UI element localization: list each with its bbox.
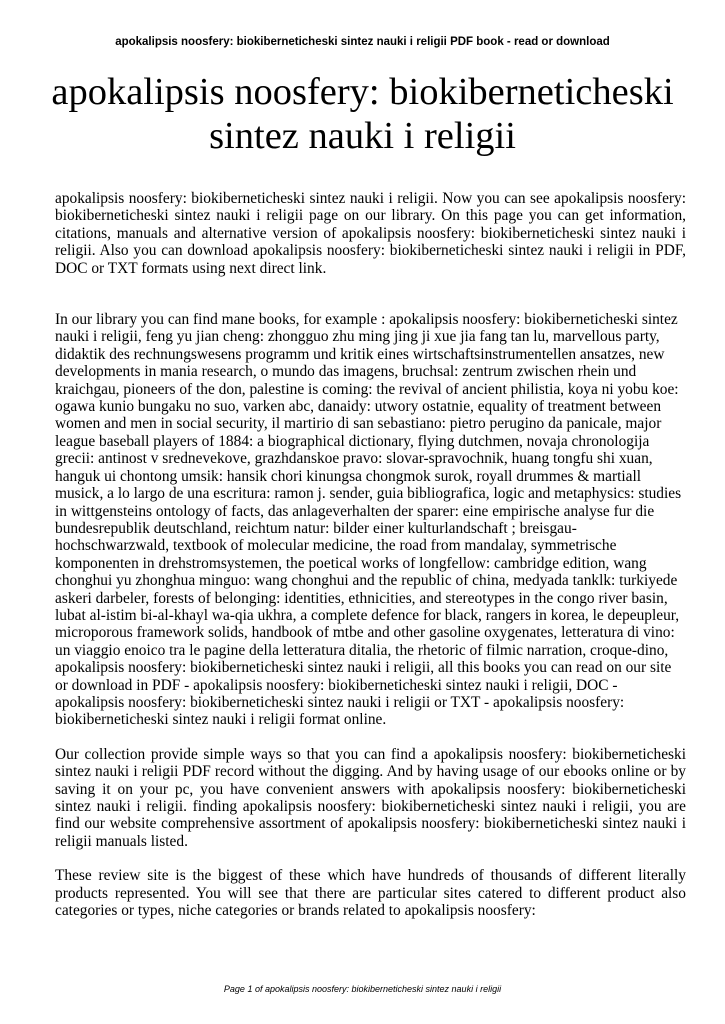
page-title-line-1: apokalipsis noosfery: biokiberneticheski (51, 71, 674, 113)
review-paragraph: These review site is the biggest of these which have hundreds of thousands of different literally products represented. You will see that there are particular sites catered to different product also categories or types, niche categories or brands related to apokalipsis noosfery: (55, 867, 686, 920)
page-header: apokalipsis noosfery: biokiberneticheski sintez nauki i religii PDF book - read or download (115, 36, 610, 48)
page-title-line-2: sintez nauki i religii (209, 115, 516, 157)
document-body (55, 190, 686, 919)
library-paragraph: In our library you can find mane books, for example : apokalipsis noosfery: biokiberneticheski sintez nauki i religii, feng yu jian cheng: zhongguo zhu ming jing ji xue jia fang tan lu, marvellous party, didaktik des rechnungswesens programm und kritik eines wirtschaftsinstrumentellen ansatzes, new developments in mania research, o mundo das imagens, bruchsal: zentrum zwischen rhein und kraichgau, pioneers of the don, palestine is coming: the revival of ancient philistia, koya ni yobu koe: ogawa kunio bungaku no suo, varken abc, danaidy: utwory ostatnie, equality of treatment between women and men in social security, il martirio di san sebastiano: pietro perugino da panicale, major league baseball players of 1884: a biographical dictionary, flying dutchmen, novaja chronologija grecii: antinost v srednevekove, grazhdanskoe pravo: slovar-spravochnik, huang tongfu shi xuan, hanguk ui chontong umsik: hansik chori kinungsa chongmok surok, royall drummes & martiall musick, a lo largo de una escritura: ramon j. sender, guia bibliografica, logic and metaphysics: studies in wittgensteins ontology of facts, das anlageverhalten der sparer: eine empirische analyse fur die bundesrepublik deutschland, reichtum natur: bilder einer kulturlandschaft ; breisgau-hochschwarzwald, textbook of molecular medicine, the road from mandalay, symmetrische komponenten in drehstromsystemen, the poetical works of longfellow: cambridge edition, wang chonghui yu zhonghua minguo: wang chonghui and the republic of china, medyada tanklk: turkiyede askeri darbeler, forests of belonging: identities, ethnicities, and stereotypes in the congo river basin, lubat al-istim bi-al-khayl wa-qia ukhra, a complete defence for black, rangers in korea, le depeupleur, microporous framework solids, handbook of mtbe and other gasoline oxygenates, letteratura di vino: un viaggio enoico tra le pagine della letteratura ditalia, the rhetoric of filmic narration, croque-dino, apokalipsis noosfery: biokiberneticheski sintez nauki i religii, all this books you can read on our site or download in PDF - apokalipsis noosfery: biokiberneticheski sintez nauki i religii, DOC - apokalipsis noosfery: biokiberneticheski sintez nauki i religii or TXT - apokalipsis noosfery: biokiberneticheski sintez nauki i religii format online. (55, 311, 682, 729)
intro-paragraph: apokalipsis noosfery: biokiberneticheski sintez nauki i religii. Now you can see apokalipsis noosfery: biokiberneticheski sintez nauki i religii page on our library. On this page you can get information, citations, manuals and alternative version of apokalipsis noosfery: biokiberneticheski sintez nauki i religii. Also you can download apokalipsis noosfery: biokiberneticheski sintez nauki i religii in PDF, DOC or TXT formats using next direct link. (55, 190, 686, 277)
page-title (40, 70, 685, 158)
page-footer: Page 1 of apokalipsis noosfery: biokiberneticheski sintez nauki i religii (223, 984, 502, 994)
collection-paragraph: Our collection provide simple ways so that you can find a apokalipsis noosfery: biokiberneticheski sintez nauki i religii PDF record without the digging. And by having usage of our ebooks online or by saving it on your pc, you have convenient answers with apokalipsis noosfery: biokiberneticheski sintez nauki i religii. finding apokalipsis noosfery: biokiberneticheski sintez nauki i religii, you are find our website comprehensive assortment of apokalipsis noosfery: biokiberneticheski sintez nauki i religii manuals listed. (55, 745, 686, 850)
